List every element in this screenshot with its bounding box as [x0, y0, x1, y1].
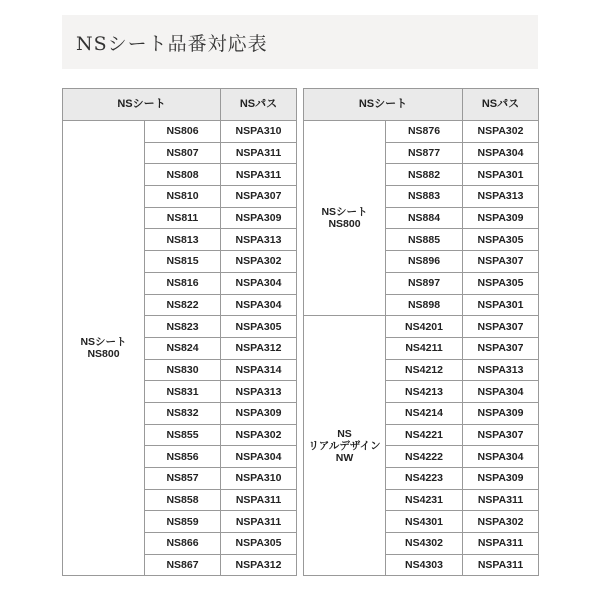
- pass-code-cell: NSPA313: [221, 229, 297, 251]
- sheet-code-cell: NS830: [145, 359, 221, 381]
- pass-code-cell: NSPA302: [463, 121, 539, 143]
- pass-code-cell: NSPA301: [463, 164, 539, 186]
- pass-code-cell: NSPA312: [221, 337, 297, 359]
- pass-code-cell: NSPA309: [221, 402, 297, 424]
- group-label-text: NS リアルデザイン NW: [308, 427, 381, 464]
- pass-code-cell: NSPA309: [463, 468, 539, 490]
- pass-code-cell: NSPA312: [221, 554, 297, 576]
- pass-code-cell: NSPA314: [221, 359, 297, 381]
- pass-code-cell: NSPA313: [221, 381, 297, 403]
- pass-code-cell: NSPA311: [221, 489, 297, 511]
- pass-code-cell: NSPA305: [463, 272, 539, 294]
- pass-code-cell: NSPA304: [221, 272, 297, 294]
- pass-code-cell: NSPA313: [463, 186, 539, 208]
- pass-code-cell: NSPA302: [221, 251, 297, 273]
- pass-code-cell: NSPA313: [463, 359, 539, 381]
- mapping-table-right: [303, 88, 539, 576]
- sheet-code-cell: NS4214: [386, 402, 463, 424]
- sheet-code-cell: NS822: [145, 294, 221, 316]
- sheet-code-cell: NS877: [386, 142, 463, 164]
- pass-code-cell: NSPA302: [463, 511, 539, 533]
- pass-code-cell: NSPA311: [221, 164, 297, 186]
- pass-code-cell: NSPA309: [221, 207, 297, 229]
- pass-code-cell: NSPA310: [221, 121, 297, 143]
- pass-code-cell: NSPA305: [221, 316, 297, 338]
- pass-code-cell: NSPA304: [221, 294, 297, 316]
- mapping-table-left: [62, 88, 297, 576]
- header-pass: NSパス: [221, 89, 297, 121]
- sheet-code-cell: NS811: [145, 207, 221, 229]
- sheet-code-cell: NS866: [145, 533, 221, 555]
- sheet-code-cell: NS4301: [386, 511, 463, 533]
- pass-code-cell: NSPA307: [463, 251, 539, 273]
- pass-code-cell: NSPA311: [221, 142, 297, 164]
- group-label: [304, 316, 386, 576]
- sheet-code-cell: NS867: [145, 554, 221, 576]
- group-label: [63, 121, 145, 576]
- pass-code-cell: NSPA305: [463, 229, 539, 251]
- header-row: [304, 89, 539, 121]
- sheet-code-cell: NS813: [145, 229, 221, 251]
- group-label: [304, 121, 386, 316]
- pass-code-cell: NSPA311: [463, 554, 539, 576]
- sheet-code-cell: NS806: [145, 121, 221, 143]
- sheet-code-cell: NS856: [145, 446, 221, 468]
- header-sheet: NSシート: [304, 89, 463, 121]
- sheet-code-cell: NS816: [145, 272, 221, 294]
- pass-code-cell: NSPA307: [221, 186, 297, 208]
- sheet-code-cell: NS815: [145, 251, 221, 273]
- sheet-code-cell: NS832: [145, 402, 221, 424]
- sheet-code-cell: NS831: [145, 381, 221, 403]
- sheet-code-cell: NS884: [386, 207, 463, 229]
- pass-code-cell: NSPA304: [463, 381, 539, 403]
- sheet-code-cell: NS4221: [386, 424, 463, 446]
- sheet-code-cell: NS4303: [386, 554, 463, 576]
- sheet-code-cell: NS859: [145, 511, 221, 533]
- table-row: [304, 316, 539, 338]
- pass-code-cell: NSPA307: [463, 424, 539, 446]
- sheet-code-cell: NS883: [386, 186, 463, 208]
- sheet-code-cell: NS4212: [386, 359, 463, 381]
- pass-code-cell: NSPA301: [463, 294, 539, 316]
- pass-code-cell: NSPA307: [463, 337, 539, 359]
- sheet-code-cell: NS876: [386, 121, 463, 143]
- sheet-code-cell: NS4222: [386, 446, 463, 468]
- sheet-code-cell: NS4211: [386, 337, 463, 359]
- pass-code-cell: NSPA311: [463, 489, 539, 511]
- sheet-code-cell: NS810: [145, 186, 221, 208]
- table-row: [63, 121, 297, 143]
- sheet-code-cell: NS4201: [386, 316, 463, 338]
- pass-code-cell: NSPA310: [221, 468, 297, 490]
- sheet-code-cell: NS898: [386, 294, 463, 316]
- sheet-code-cell: NS823: [145, 316, 221, 338]
- sheet-code-cell: NS885: [386, 229, 463, 251]
- pass-code-cell: NSPA311: [463, 533, 539, 555]
- page-title: NSシート品番対応表: [76, 33, 268, 55]
- sheet-code-cell: NS855: [145, 424, 221, 446]
- table-row: [304, 121, 539, 143]
- group-label-text: NSシート NS800: [321, 206, 368, 231]
- pass-code-cell: NSPA302: [221, 424, 297, 446]
- pass-code-cell: NSPA304: [463, 446, 539, 468]
- sheet-code-cell: NS824: [145, 337, 221, 359]
- sheet-code-cell: NS4213: [386, 381, 463, 403]
- sheet-code-cell: NS4302: [386, 533, 463, 555]
- sheet-code-cell: NS857: [145, 468, 221, 490]
- sheet-code-cell: NS896: [386, 251, 463, 273]
- pass-code-cell: NSPA304: [221, 446, 297, 468]
- header-row: [63, 89, 297, 121]
- sheet-code-cell: NS4223: [386, 468, 463, 490]
- sheet-code-cell: NS4231: [386, 489, 463, 511]
- pass-code-cell: NSPA309: [463, 402, 539, 424]
- pass-code-cell: NSPA309: [463, 207, 539, 229]
- group-label-text: NSシート NS800: [80, 336, 127, 361]
- pass-code-cell: NSPA307: [463, 316, 539, 338]
- pass-code-cell: NSPA305: [221, 533, 297, 555]
- header-sheet: NSシート: [63, 89, 221, 121]
- sheet-code-cell: NS808: [145, 164, 221, 186]
- pass-code-cell: NSPA311: [221, 511, 297, 533]
- sheet-code-cell: NS897: [386, 272, 463, 294]
- sheet-code-cell: NS858: [145, 489, 221, 511]
- pass-code-cell: NSPA304: [463, 142, 539, 164]
- header-pass: NSパス: [463, 89, 539, 121]
- sheet-code-cell: NS882: [386, 164, 463, 186]
- sheet-code-cell: NS807: [145, 142, 221, 164]
- title-bar: [62, 15, 538, 69]
